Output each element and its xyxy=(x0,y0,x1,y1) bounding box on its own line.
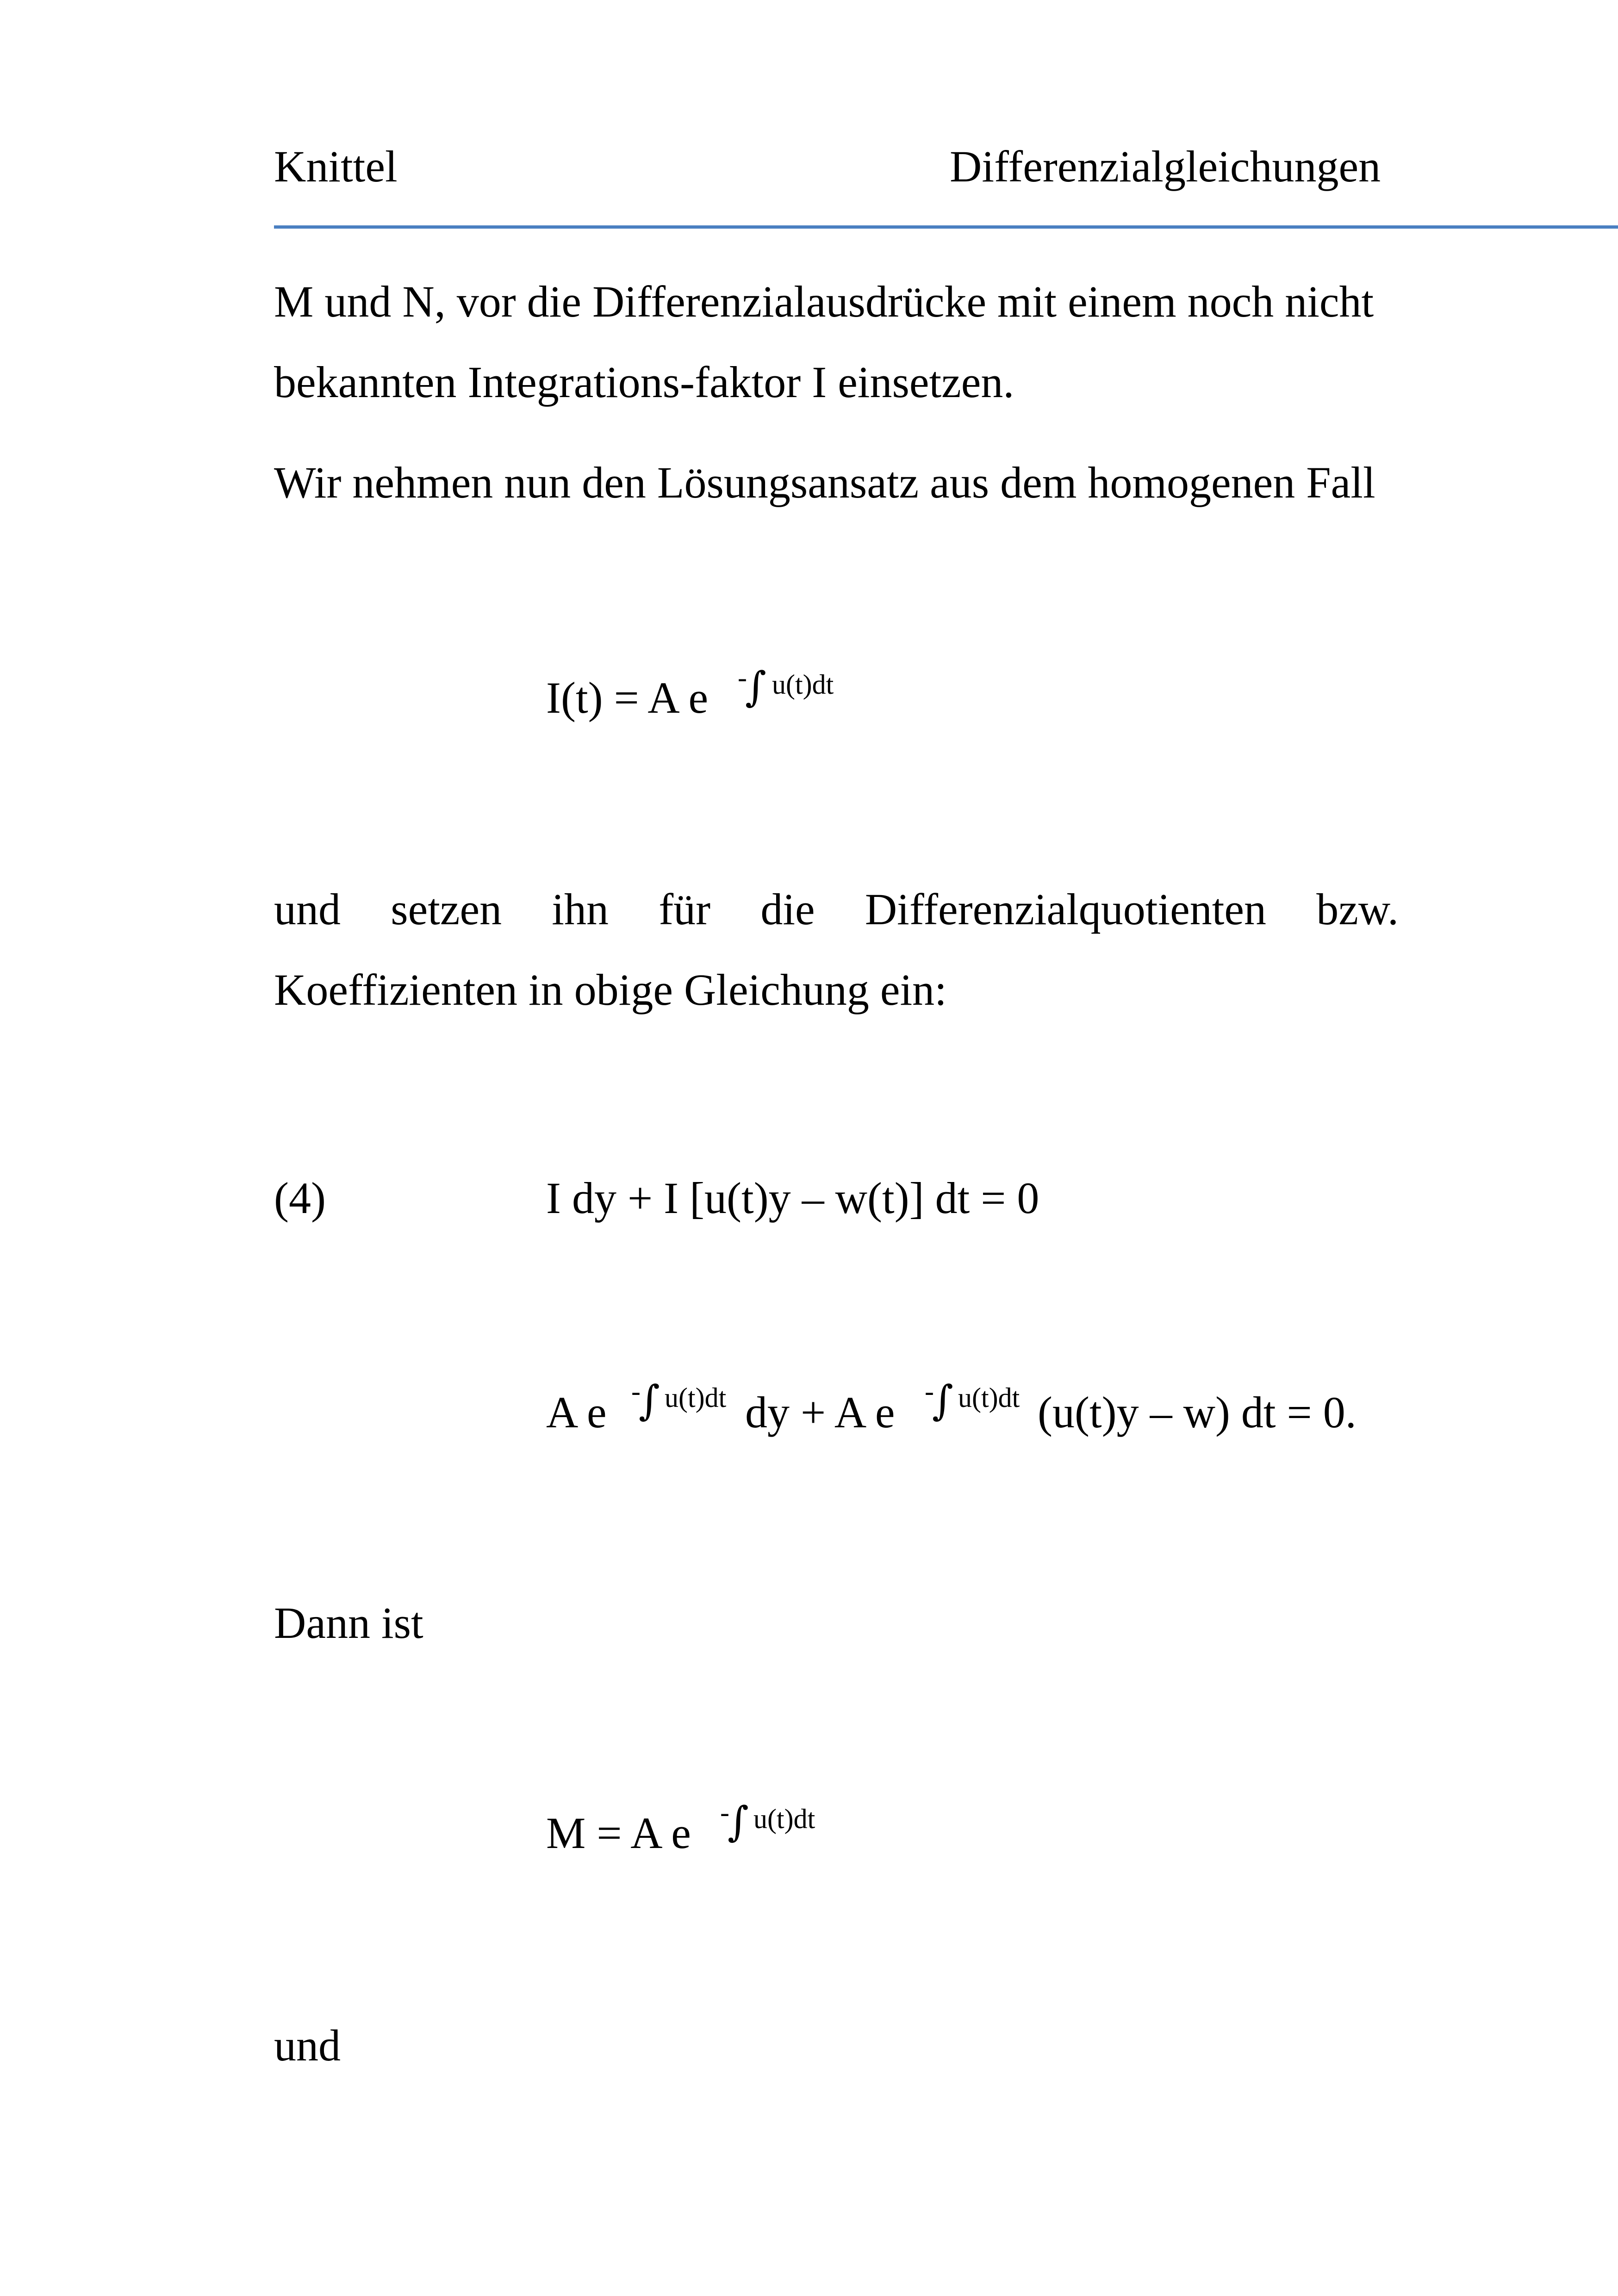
integral-sign: ∫ xyxy=(932,1376,953,1424)
word: bzw. xyxy=(1316,884,1399,934)
word: ihn xyxy=(552,884,609,934)
equation-1-exp-sign: - xyxy=(738,662,747,693)
equation-1-lhs: I(t) = A e xyxy=(546,673,709,722)
equation-1-exponent: u(t)dt xyxy=(772,669,834,700)
paragraph-3-line-1 xyxy=(274,884,1399,934)
equation-5-part-1: A e xyxy=(546,1388,607,1437)
equation-6-lhs: M = A e xyxy=(546,1808,691,1858)
equation-5-exp-sign-1: - xyxy=(631,1376,641,1406)
word: Differenzialquotienten xyxy=(865,884,1267,934)
integral-sign: ∫ xyxy=(728,1798,749,1845)
paragraph-5: und xyxy=(274,2021,341,2070)
paragraph-2: Wir nehmen nun den Lösungsansatz aus dem homogenen Fall xyxy=(274,458,1375,507)
paragraph-4: Dann ist xyxy=(274,1598,423,1648)
integral-sign: ∫ xyxy=(745,663,766,710)
equation-4-expression: I dy + I [u(t)y – w(t)] dt = 0 xyxy=(546,1173,1039,1223)
header-rule xyxy=(274,225,1618,229)
header-title: Differenzialgleichungen xyxy=(950,142,1381,191)
equation-5-exponent-1: u(t)dt xyxy=(665,1382,727,1413)
word: die xyxy=(760,884,815,934)
equation-5-exponent-2: u(t)dt xyxy=(958,1382,1020,1413)
paragraph-1-line-1: M und N, vor die Differenzialausdrücke mit einem noch nicht xyxy=(274,277,1374,326)
paragraph-1-line-2: bekannten Integrations-faktor I einsetzen. xyxy=(274,357,1014,407)
word: für xyxy=(659,884,711,934)
equation-6-exp-sign: - xyxy=(720,1797,729,1828)
equation-6-exponent: u(t)dt xyxy=(753,1804,815,1834)
paragraph-3-line-2: Koeffizienten in obige Gleichung ein: xyxy=(274,965,947,1014)
word: und xyxy=(274,884,341,934)
equation-5-part-2: dy + A e xyxy=(745,1388,895,1437)
equation-5-exp-sign-2: - xyxy=(925,1376,934,1406)
word: setzen xyxy=(391,884,502,934)
equation-5-part-3: (u(t)y – w) dt = 0. xyxy=(1038,1388,1357,1437)
header-author: Knittel xyxy=(274,142,398,191)
integral-sign: ∫ xyxy=(639,1376,660,1424)
equation-4-label: (4) xyxy=(274,1173,326,1223)
